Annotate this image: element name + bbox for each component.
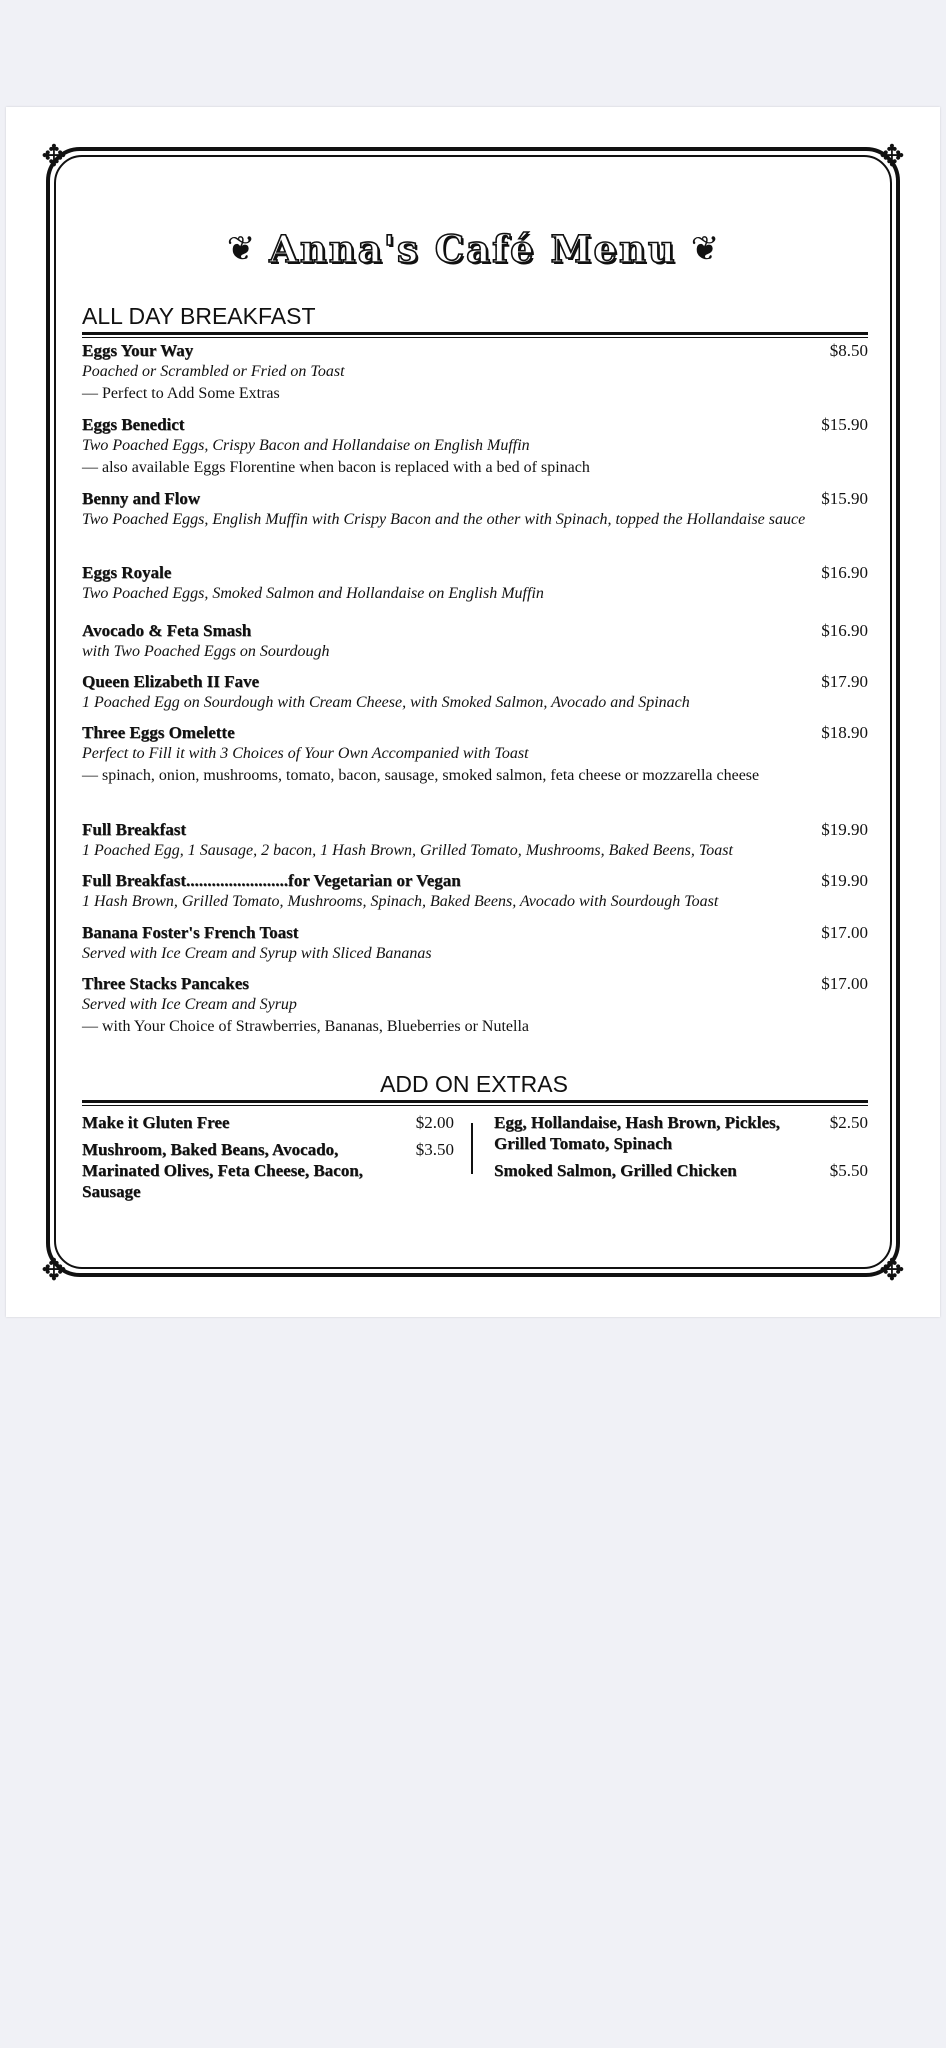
menu-item-note: — spinach, onion, mushrooms, tomato, bacon, sausage, smoked salmon, feta cheese or mozzarella cheese [82,767,760,784]
extras-heading: ADD ON EXTRAS [380,1071,568,1097]
menu-item-row [82,923,868,943]
menu-item-note: — Perfect to Add Some Extras [82,385,280,402]
menu-title: Anna's Café Menu [269,227,677,271]
breakfast-heading: ALL DAY BREAKFAST [82,303,316,329]
flourish-icon: ✥ [41,1254,67,1287]
menu-item-description: 1 Poached Egg on Sourdough with Cream Cheese, with Smoked Salmon, Avocado and Spinach [82,694,690,711]
menu-item [82,489,868,531]
extra-item [494,1112,868,1154]
menu-item-description: Served with Ice Cream and Syrup [82,996,297,1013]
menu-item-row [82,489,868,509]
menu-item-price: $19.90 [821,871,868,890]
extra-item-price: $2.50 [829,1113,868,1132]
menu-item-price: $17.00 [821,923,868,942]
menu-item-description: 1 Hash Brown, Grilled Tomato, Mushrooms, Spinach, Baked Beens, Avocado with Sourdough Toast [82,893,719,910]
menu-item-price: $15.90 [821,415,868,434]
menu-item-name: Queen Elizabeth II Fave [82,672,260,691]
menu-item [82,871,868,913]
menu-item-row [82,871,868,891]
swirl-right-icon: ❦ [690,229,720,269]
menu-item-price: $15.90 [821,489,868,508]
menu-item [82,672,868,714]
extra-item-name: Egg, Hollandaise, Hash Brown, Pickles, Grilled Tomato, Spinach [494,1113,780,1153]
menu-item-note: — with Your Choice of Strawberries, Bananas, Blueberries or Nutella [82,1018,530,1035]
menu-item-name: Avocado & Feta Smash [82,621,252,640]
menu-item-row [82,621,868,641]
menu-sheet [6,107,940,1317]
menu-item-price: $19.90 [821,820,868,839]
menu-item-name: Banana Foster's French Toast [82,923,299,942]
menu-item-row [82,563,868,583]
extras-left-column [82,1112,454,1208]
menu-item-row [82,820,868,840]
extra-item-price: $2.00 [415,1113,454,1132]
menu-item-description: with Two Poached Eggs on Sourdough [82,643,330,660]
menu-item-description: Poached or Scrambled or Fried on Toast [82,363,345,380]
swirl-left-icon: ❦ [226,229,256,269]
menu-item-price: $16.90 [821,621,868,640]
menu-item-price: $8.50 [829,341,868,360]
menu-item [82,974,868,1038]
breakfast-rule [82,332,868,338]
extra-item [494,1160,868,1181]
menu-item-row [82,974,868,994]
title-row [6,219,940,279]
menu-item [82,415,868,479]
flourish-icon: ✥ [41,140,67,173]
menu-item-name: Full Breakfast [82,820,187,839]
extra-item [82,1139,454,1202]
extra-item-price: $5.50 [829,1161,868,1180]
menu-item-description: Served with Ice Cream and Syrup with Sliced Bananas [82,945,432,962]
extra-item-price: $3.50 [415,1140,454,1159]
menu-item-row [82,723,868,743]
menu-item-name: Three Stacks Pancakes [82,974,249,993]
menu-item [82,923,868,965]
extra-item-name: Make it Gluten Free [82,1113,230,1132]
menu-item-price: $16.90 [821,563,868,582]
flourish-icon: ✥ [879,140,905,173]
menu-item [82,820,868,862]
menu-item-price: $18.90 [821,723,868,742]
extra-item [82,1112,454,1133]
menu-item [82,621,868,663]
extras-right-column [494,1112,868,1187]
menu-item-row [82,415,868,435]
menu-item-note: — also available Eggs Florentine when bacon is replaced with a bed of spinach [82,459,590,476]
menu-item-name: Eggs Benedict [82,415,185,434]
menu-item-description: Two Poached Eggs, Crispy Bacon and Hollandaise on English Muffin [82,437,530,454]
menu-item-name: Full Breakfast........................for Vegetarian or Vegan [82,871,461,890]
menu-item-row [82,672,868,692]
menu-item-name: Eggs Royale [82,563,172,582]
extra-item-name: Smoked Salmon, Grilled Chicken [494,1161,737,1180]
menu-item-price: $17.90 [821,672,868,691]
extras-divider [471,1123,473,1174]
menu-item-description: Perfect to Fill it with 3 Choices of Your Own Accompanied with Toast [82,745,529,762]
flourish-icon: ✥ [879,1254,905,1287]
menu-item-description: Two Poached Eggs, Smoked Salmon and Hollandaise on English Muffin [82,585,544,602]
menu-item-price: $17.00 [821,974,868,993]
menu-item-row [82,341,868,361]
extras-rule [82,1100,868,1106]
menu-item [82,563,868,605]
menu-item-description: 1 Poached Egg, 1 Sausage, 2 bacon, 1 Hash Brown, Grilled Tomato, Mushrooms, Baked Beens, Toast [82,842,733,859]
menu-item-name: Eggs Your Way [82,341,194,360]
menu-item-description: Two Poached Eggs, English Muffin with Crispy Bacon and the other with Spinach, topped the Hollandaise sauce [82,511,806,528]
extra-item-name: Mushroom, Baked Beans, Avocado, Marinated Olives, Feta Cheese, Bacon, Sausage [82,1140,363,1201]
menu-item-name: Benny and Flow [82,489,201,508]
menu-item [82,341,868,405]
menu-item [82,723,868,787]
menu-item-name: Three Eggs Omelette [82,723,235,742]
